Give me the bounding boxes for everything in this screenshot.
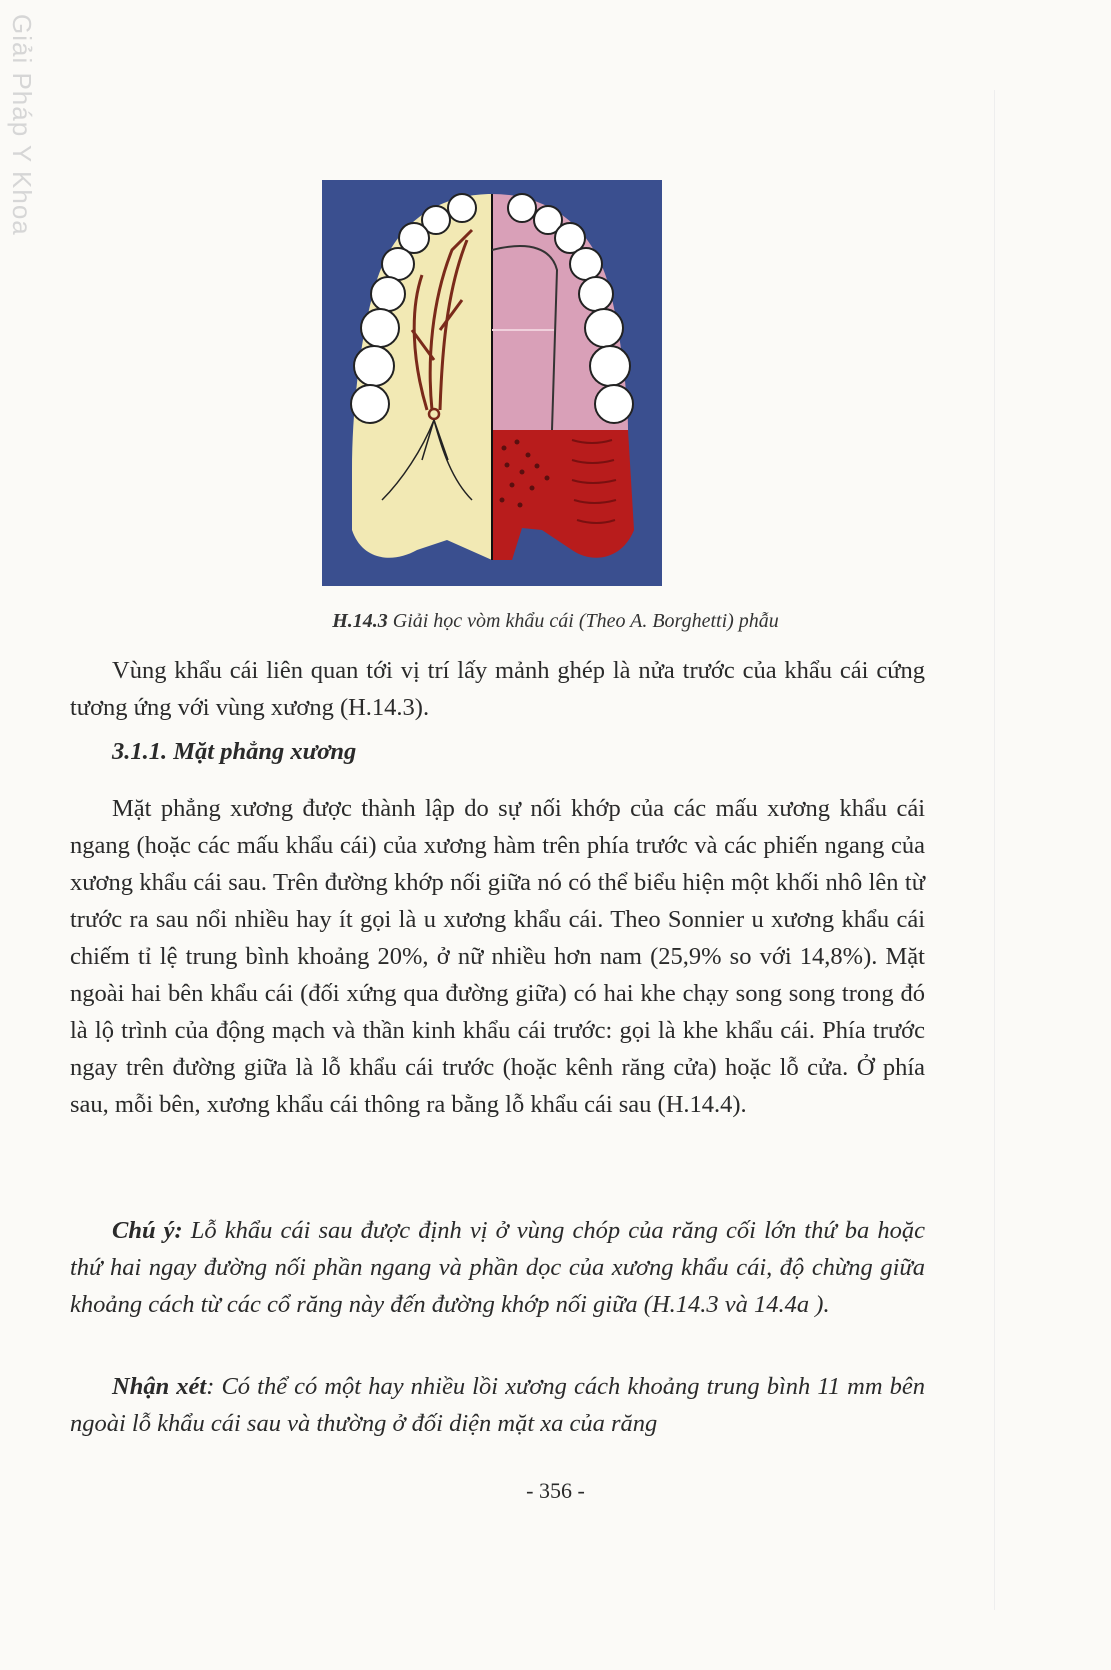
intro-paragraph	[70, 652, 925, 726]
page-edge-line	[994, 90, 995, 1610]
note-text: Lỗ khẩu cái sau được định vị ở vùng chóp của răng cối lớn thứ ba hoặc thứ hai ngay đường nối phần ngang và phần dọc của xương khẩu cái, độ chừng giữa khoảng cách từ các cổ răng này đến đường khớp nối giữa (H.14.3 và 14.4a ).	[70, 1217, 925, 1318]
note	[70, 1212, 925, 1323]
gum-region	[492, 430, 634, 560]
remark	[70, 1368, 925, 1442]
paragraph-2: Mặt phẳng xương được thành lập do sự nối khớp của các mấu xương khẩu cái ngang (hoặc các mấu khẩu cái) của xương hàm trên phía trước và các phiến ngang của xương khẩu cái sau. Trên đường khớp nối giữa nó có thể biểu hiện một khối nhô lên từ trước ra sau nổi nhiều hay ít gọi là u xương khẩu cái. Theo Sonnier u xương khẩu cái chiếm tỉ lệ trung bình khoảng 20%, ở nữ nhiều hơn nam (25,9% so với 14,8%). Mặt ngoài hai bên khẩu cái (đối xứng qua đường giữa) có hai khe chạy song song trong đó là lộ trình của động mạch và thần kinh khẩu cái trước: gọi là khe khẩu cái. Phía trước ngay trên đường giữa là lỗ khẩu cái trước (hoặc kênh răng cửa) hoặc lỗ cửa. Ở phía sau, mỗi bên, xương khẩu cái thông ra bằng lỗ khẩu cái sau (H.14.4).	[70, 795, 925, 1118]
remark-text: : Có thể có một hay nhiều lồi xương cách khoảng trung bình 11 mm bên ngoài lỗ khẩu cái sau và thường ở đối diện mặt xa của răng	[70, 1373, 925, 1437]
palate-illustration	[322, 180, 662, 586]
section-heading: 3.1.1. Mặt phẳng xương	[112, 738, 357, 765]
figure-caption	[0, 610, 1111, 633]
palate-anatomy-figure	[322, 180, 662, 586]
watermark: Giải Pháp Y Khoa	[7, 14, 37, 236]
caption-label: H.14.3	[332, 610, 388, 632]
note-paragraph	[70, 1212, 925, 1323]
paragraph-1: Vùng khẩu cái liên quan tới vị trí lấy mảnh ghép là nửa trước của khẩu cái cứng tương ứng với vùng xương (H.14.3).	[70, 657, 925, 721]
remark-label: Nhận xét	[112, 1373, 207, 1400]
remark-paragraph	[70, 1368, 925, 1442]
page-number: - 356 -	[526, 1478, 585, 1503]
caption-text: Giải học vòm khẩu cái (Theo A. Borghetti) phẫu	[387, 610, 779, 632]
note-label: Chú ý:	[112, 1217, 183, 1244]
bone-plane-paragraph	[70, 790, 925, 1123]
